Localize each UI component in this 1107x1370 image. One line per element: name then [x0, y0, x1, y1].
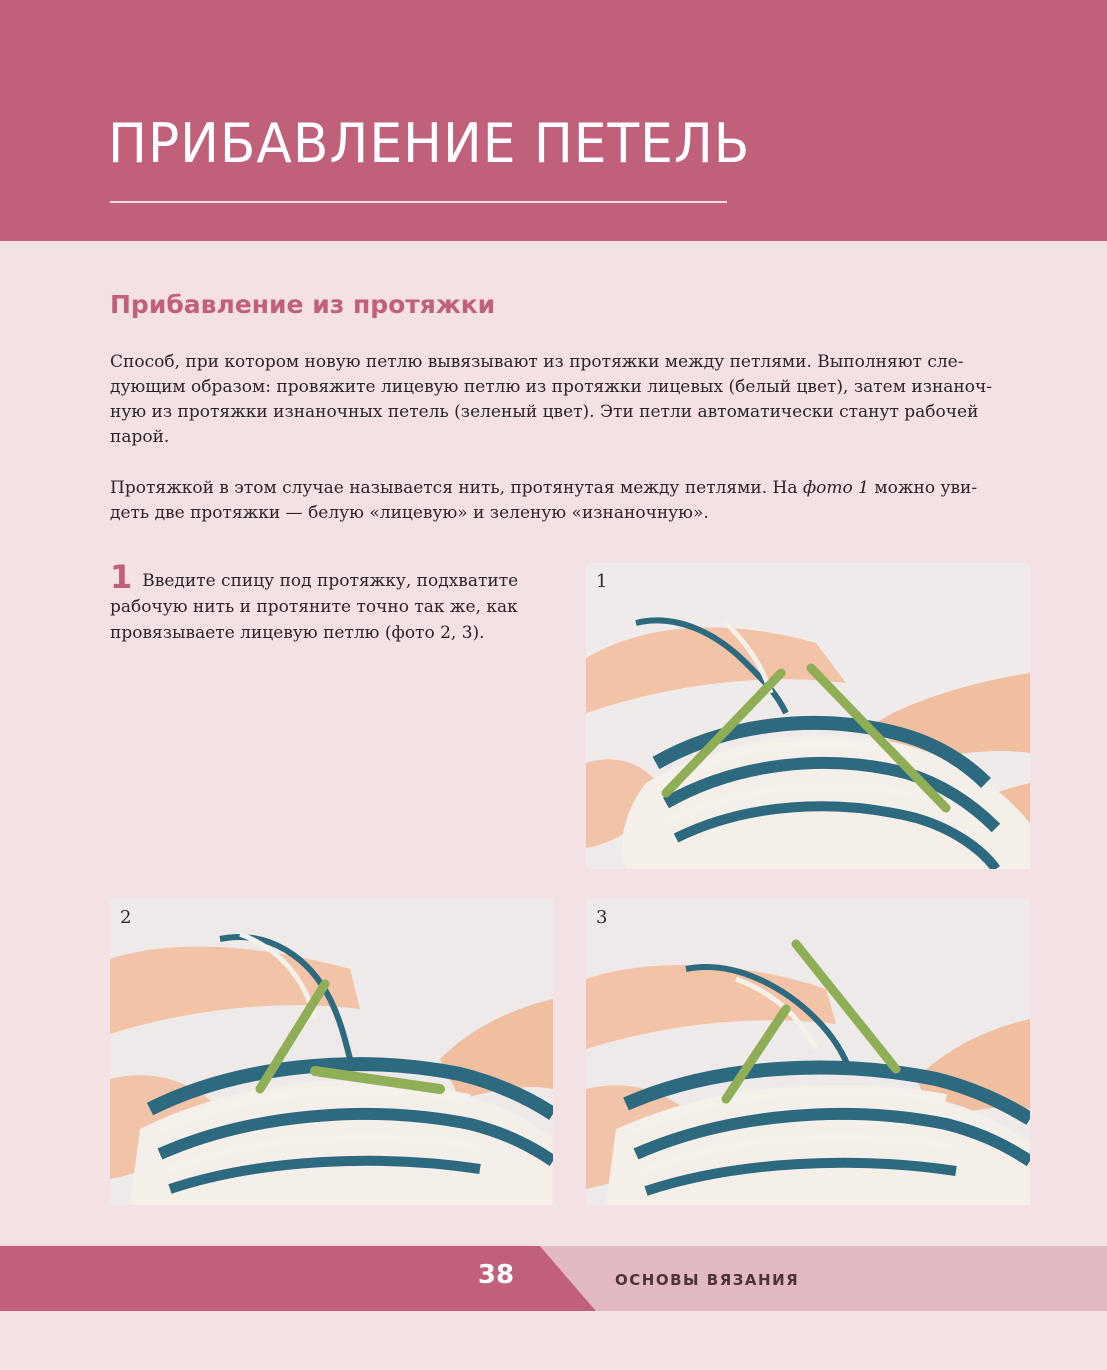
knitting-illustration	[586, 899, 1030, 1205]
text-run: Протяжкой в этом случае называется нить, протянутая между петлями. На	[110, 478, 803, 498]
photo-label: 2	[120, 907, 132, 928]
page-title: ПРИБАВЛЕНИЕ ПЕТЕЛЬ	[108, 112, 751, 175]
photo-label: 1	[596, 571, 608, 592]
knitting-photo-1	[586, 563, 1030, 869]
header-banner	[0, 0, 1107, 241]
paragraph-line: ную из протяжки изнаночных петель (зеленый цвет). Эти петли автоматически станут рабочей	[110, 402, 979, 422]
page-number: 38	[477, 1260, 515, 1290]
paragraph-line: деть две протяжки — белую «лицевую» и зеленую «изнаночную».	[110, 503, 709, 523]
knitting-illustration	[586, 563, 1030, 869]
paragraph-line: парой.	[110, 427, 170, 447]
definition-paragraph	[110, 476, 1035, 526]
footer-section-name: ОСНОВЫ ВЯЗАНИЯ	[615, 1271, 800, 1289]
step-text: Введите спицу под протяжку, подхватите	[142, 571, 519, 591]
section-subtitle: Прибавление из протяжки	[110, 290, 496, 319]
knitting-illustration	[110, 899, 553, 1205]
step-line: провязываете лицевую петлю (фото 2, 3).	[110, 623, 485, 643]
photo-label: 3	[596, 907, 608, 928]
intro-paragraph	[110, 350, 1035, 450]
paragraph-line	[110, 476, 1035, 501]
knitting-photo-2	[110, 899, 553, 1205]
paragraph-line: Способ, при котором новую петлю вывязывают из протяжки между петлями. Выполняют сле-	[110, 352, 964, 372]
text-run: можно уви-	[869, 478, 978, 498]
step-number: 1	[110, 558, 133, 596]
step-line: рабочую нить и протяните точно так же, как	[110, 597, 518, 617]
knitting-photo-3	[586, 899, 1030, 1205]
step-line	[110, 558, 560, 596]
photo-reference: фото 1	[802, 478, 869, 498]
paragraph-line: дующим образом: провяжите лицевую петлю из протяжки лицевых (белый цвет), затем изнаноч-	[110, 377, 992, 397]
title-underline	[110, 201, 727, 203]
step-1	[110, 558, 560, 646]
